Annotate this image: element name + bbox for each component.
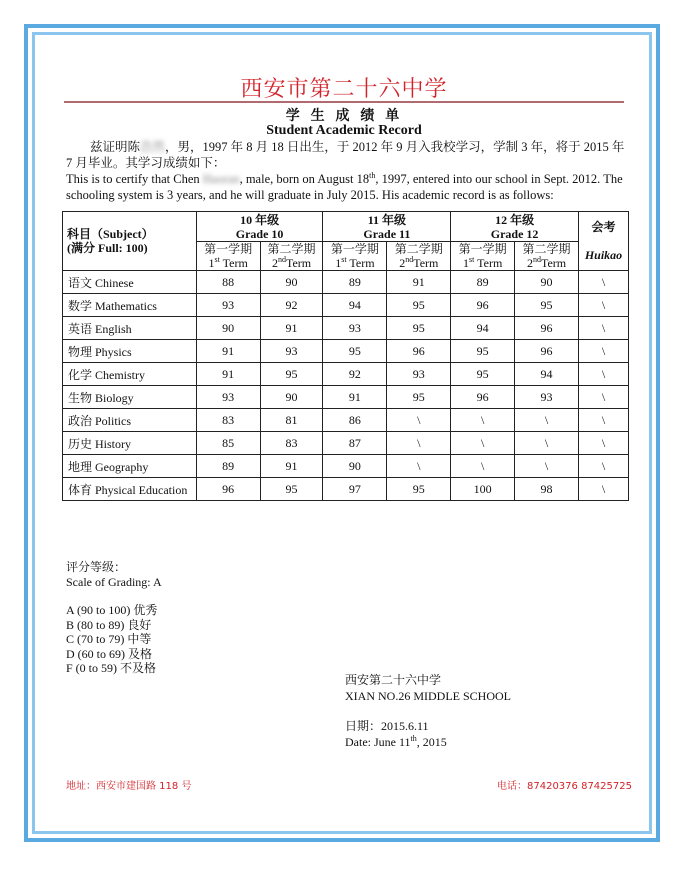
score-cell: 90 bbox=[260, 386, 323, 409]
date-en: Date: June 11th, 2015 bbox=[345, 734, 447, 749]
grade-level: A (90 to 100) 优秀 bbox=[66, 603, 158, 617]
score-cell: \ bbox=[515, 455, 579, 478]
ordinal-sup: th bbox=[369, 170, 376, 180]
redacted-name-cn: 浩然 bbox=[140, 140, 166, 154]
score-cell: 89 bbox=[323, 271, 387, 294]
score-cell: \ bbox=[387, 409, 451, 432]
score-cell: \ bbox=[387, 455, 451, 478]
subject-cell: 生物 Biology bbox=[63, 386, 197, 409]
title-en: Student Academic Record bbox=[266, 123, 422, 138]
huikao-header: 会考 Huikao bbox=[578, 212, 628, 271]
score-cell: 90 bbox=[196, 317, 260, 340]
term-header: 第二学期 2ndTerm bbox=[260, 242, 323, 271]
subject-cell: 历史 History bbox=[63, 432, 197, 455]
score-cell: 96 bbox=[515, 317, 579, 340]
score-cell: \ bbox=[387, 432, 451, 455]
score-cell: \ bbox=[578, 363, 628, 386]
score-cell: 83 bbox=[260, 432, 323, 455]
intro-en-text-mid: , male, born on August 18 bbox=[239, 172, 370, 186]
term-header: 第一学期 1st Term bbox=[451, 242, 515, 271]
school-cn: 西安第二十六中学 bbox=[345, 673, 442, 687]
table-row bbox=[63, 294, 629, 317]
table-row bbox=[63, 271, 629, 294]
grade-level: D (60 to 69) 及格 bbox=[66, 646, 152, 661]
score-cell: 93 bbox=[387, 363, 451, 386]
subject-cell: 语文 Chinese bbox=[63, 271, 197, 294]
grades-table bbox=[62, 211, 629, 501]
score-cell: 90 bbox=[260, 271, 323, 294]
score-cell: \ bbox=[515, 409, 579, 432]
score-cell: 100 bbox=[451, 478, 515, 501]
score-cell: 94 bbox=[515, 363, 579, 386]
footer-address: 地址：西安市建国路 118 号 bbox=[66, 781, 192, 792]
score-cell: 95 bbox=[387, 386, 451, 409]
intro-cn-text-rest: ，男，1997 年 8 月 18 日出生，于 2012 年 9 月入我校学习，学制 3 年，将于 2015 年 7 月毕业。其学习成绩如下： bbox=[66, 140, 625, 170]
date-cn: 日期：2015.6.11 bbox=[345, 719, 429, 733]
subject-cell: 物理 Physics bbox=[63, 340, 197, 363]
grading-label-cn: 评分等级： bbox=[66, 560, 127, 574]
score-cell: \ bbox=[578, 340, 628, 363]
title-cn: 学 生 成 绩 单 bbox=[285, 108, 403, 124]
grade-header: 11 年级 Grade 11 bbox=[323, 212, 451, 242]
term-header: 第一学期 1st Term bbox=[323, 242, 387, 271]
score-cell: 92 bbox=[323, 363, 387, 386]
table-row bbox=[63, 432, 629, 455]
score-cell: 93 bbox=[196, 294, 260, 317]
score-cell: \ bbox=[515, 432, 579, 455]
table-row bbox=[63, 363, 629, 386]
score-cell: 89 bbox=[196, 455, 260, 478]
grade-level: F (0 to 59) 不及格 bbox=[66, 661, 157, 675]
score-cell: 98 bbox=[515, 478, 579, 501]
score-cell: 97 bbox=[323, 478, 387, 501]
score-cell: 94 bbox=[323, 294, 387, 317]
intro-cn-text: 兹证明陈 bbox=[90, 140, 141, 154]
table-row bbox=[63, 317, 629, 340]
score-cell: 96 bbox=[196, 478, 260, 501]
intro-en-text-rest: , 1997, entered into our school in Sept. 2012. The schooling system is 3 years, and he will graduate in July 2015. His academic record is as follows: bbox=[66, 172, 623, 202]
score-cell: 95 bbox=[451, 363, 515, 386]
score-cell: \ bbox=[451, 432, 515, 455]
subject-cell: 化学 Chemistry bbox=[63, 363, 197, 386]
score-cell: \ bbox=[578, 409, 628, 432]
score-cell: 91 bbox=[323, 386, 387, 409]
score-cell: 95 bbox=[451, 340, 515, 363]
grade-level: B (80 to 89) 良好 bbox=[66, 617, 152, 632]
score-cell: 96 bbox=[387, 340, 451, 363]
grade-header: 10 年级 Grade 10 bbox=[196, 212, 323, 242]
score-cell: \ bbox=[578, 317, 628, 340]
table-row bbox=[63, 340, 629, 363]
score-cell: 96 bbox=[451, 294, 515, 317]
score-cell: 93 bbox=[515, 386, 579, 409]
intro-en-text: This is to certify that Chen bbox=[66, 172, 203, 186]
score-cell: 93 bbox=[260, 340, 323, 363]
subject-cell: 英语 English bbox=[63, 317, 197, 340]
score-cell: 91 bbox=[260, 455, 323, 478]
score-cell: 90 bbox=[515, 271, 579, 294]
score-cell: 94 bbox=[451, 317, 515, 340]
score-cell: \ bbox=[578, 432, 628, 455]
redacted-name-en: Haoran bbox=[202, 172, 240, 186]
intro-cn bbox=[66, 139, 626, 171]
score-cell: 83 bbox=[196, 409, 260, 432]
score-cell: 91 bbox=[387, 271, 451, 294]
score-cell: 95 bbox=[387, 478, 451, 501]
grade-level: C (70 to 79) 中等 bbox=[66, 632, 152, 646]
score-cell: 93 bbox=[323, 317, 387, 340]
score-cell: 96 bbox=[451, 386, 515, 409]
subject-cell: 地理 Geography bbox=[63, 455, 197, 478]
score-cell: 96 bbox=[515, 340, 579, 363]
score-cell: \ bbox=[578, 455, 628, 478]
term-header: 第二学期 2ndTerm bbox=[515, 242, 579, 271]
score-cell: \ bbox=[578, 478, 628, 501]
school-name-heading: 西安市第二十六中学 bbox=[240, 76, 448, 101]
score-cell: 95 bbox=[387, 317, 451, 340]
score-cell: \ bbox=[578, 271, 628, 294]
score-cell: 91 bbox=[196, 363, 260, 386]
footer-phone: 电话：87420376 87425725 bbox=[497, 781, 632, 792]
grading-label-en: Scale of Grading: A bbox=[66, 574, 162, 589]
grading-scale bbox=[66, 560, 162, 676]
score-cell: 95 bbox=[260, 363, 323, 386]
signature-block bbox=[345, 672, 511, 750]
score-cell: 95 bbox=[260, 478, 323, 501]
score-cell: 90 bbox=[323, 455, 387, 478]
table-row bbox=[63, 455, 629, 478]
score-cell: 89 bbox=[451, 271, 515, 294]
subject-cell: 政治 Politics bbox=[63, 409, 197, 432]
score-cell: 95 bbox=[515, 294, 579, 317]
table-row bbox=[63, 409, 629, 432]
score-cell: \ bbox=[451, 409, 515, 432]
score-cell: 95 bbox=[387, 294, 451, 317]
score-cell: \ bbox=[578, 294, 628, 317]
score-cell: \ bbox=[578, 386, 628, 409]
score-cell: 85 bbox=[196, 432, 260, 455]
score-cell: 91 bbox=[196, 340, 260, 363]
score-cell: 95 bbox=[323, 340, 387, 363]
term-header: 第二学期 2ndTerm bbox=[387, 242, 451, 271]
term-header: 第一学期 1st Term bbox=[196, 242, 260, 271]
table-row bbox=[63, 386, 629, 409]
score-cell: 81 bbox=[260, 409, 323, 432]
intro-en bbox=[66, 171, 626, 203]
table-row bbox=[63, 478, 629, 501]
score-cell: 93 bbox=[196, 386, 260, 409]
score-cell: 86 bbox=[323, 409, 387, 432]
header-divider bbox=[64, 101, 624, 103]
school-en: XIAN NO.26 MIDDLE SCHOOL bbox=[345, 689, 511, 703]
score-cell: 88 bbox=[196, 271, 260, 294]
score-cell: 87 bbox=[323, 432, 387, 455]
subject-cell: 数学 Mathematics bbox=[63, 294, 197, 317]
grade-header: 12 年级 Grade 12 bbox=[451, 212, 579, 242]
score-cell: 92 bbox=[260, 294, 323, 317]
subject-cell: 体育 Physical Education bbox=[63, 478, 197, 501]
score-cell: 91 bbox=[260, 317, 323, 340]
score-cell: \ bbox=[451, 455, 515, 478]
subject-header: 科目（Subject） (满分 Full: 100) bbox=[63, 212, 197, 271]
